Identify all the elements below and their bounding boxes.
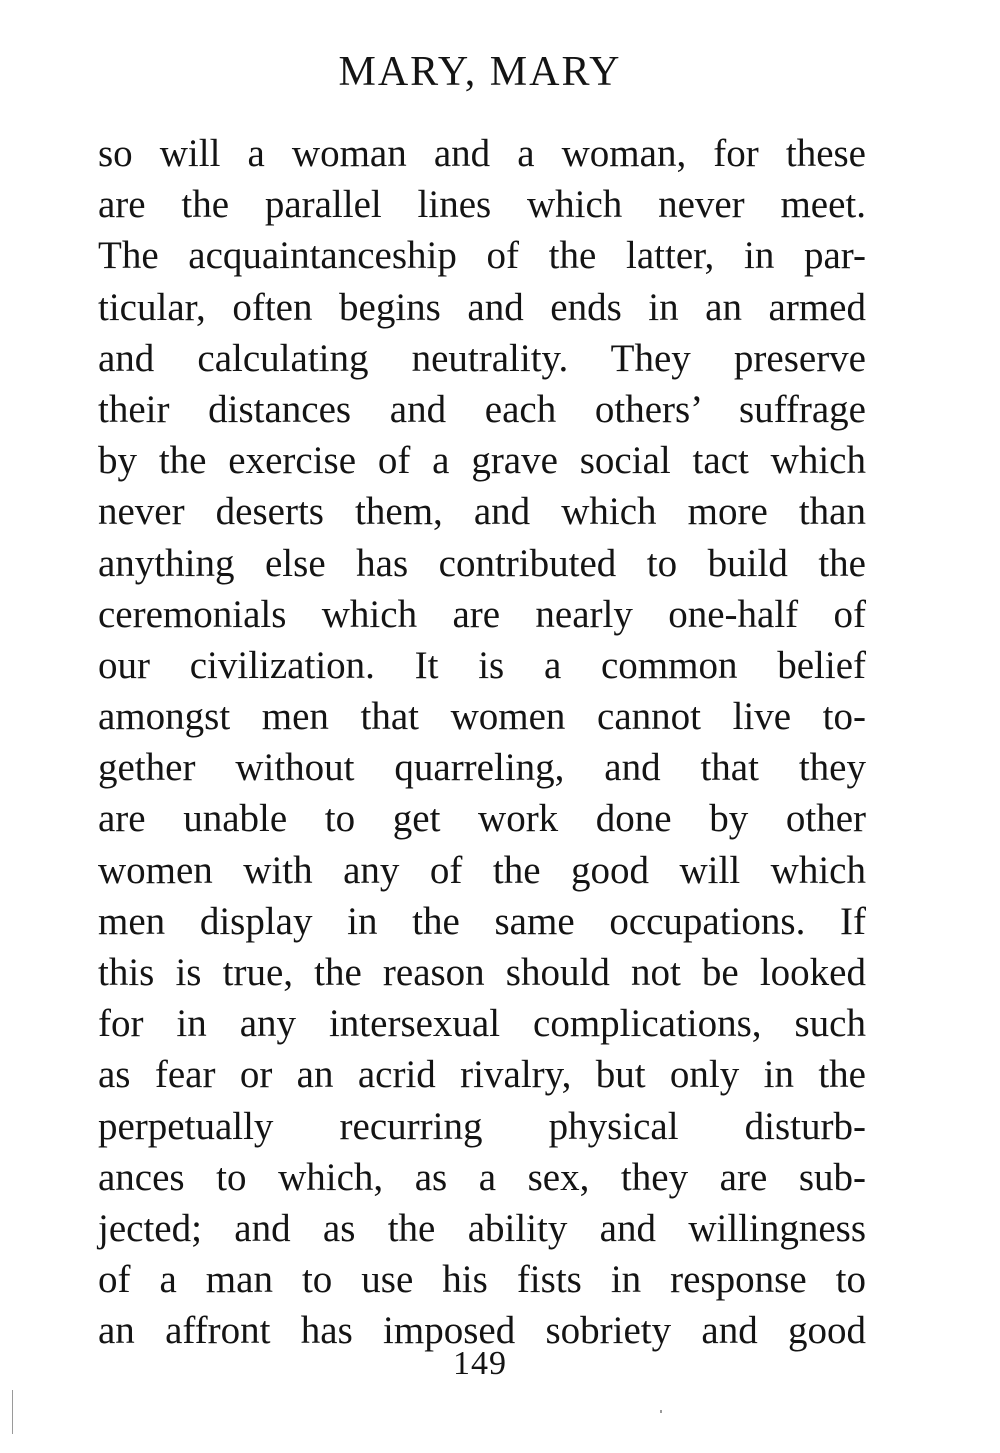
text-line-16: men display in the same occupations. If (98, 899, 866, 943)
text-line-12: amongst men that women cannot live to- (98, 695, 866, 739)
scan-speck (12, 1390, 13, 1434)
text-line-8: never deserts them, and which more than (98, 490, 866, 534)
scan-speck (660, 1410, 662, 1413)
text-line-20: perpetually recurring physical disturb- (98, 1104, 866, 1148)
text-line-10: ceremonials which are nearly one-half of (98, 592, 866, 636)
text-line-15: women with any of the good will which (98, 848, 866, 892)
text-line-23: of a man to use his fists in response to (98, 1258, 866, 1302)
text-line-4: ticular, often begins and ends in an armed (98, 285, 866, 329)
text-line-2: are the parallel lines which never meet. (98, 183, 866, 227)
text-line-7: by the exercise of a grave social tact which (98, 439, 866, 483)
text-line-1: so will a woman and a woman, for these (98, 132, 866, 175)
text-line-18: for in any intersexual complications, such (98, 1002, 866, 1046)
text-line-13: gether without quarreling, and that they (98, 746, 866, 790)
running-title: MARY, MARY (338, 49, 622, 95)
body-text (98, 128, 866, 1357)
text-line-5: and calculating neutrality. They preserve (98, 336, 866, 380)
text-line-19: as fear or an acrid rivalry, but only in the (98, 1053, 866, 1097)
text-line-11: our civilization. It is a common belief (98, 643, 866, 687)
text-line-17: this is true, the reason should not be looked (98, 951, 866, 994)
text-line-6: their distances and each others’ suffrage (98, 387, 866, 431)
text-line-9: anything else has contributed to build the (98, 541, 866, 585)
page-number: 149 (453, 1345, 507, 1382)
text-line-21: ances to which, as a sex, they are sub- (98, 1155, 866, 1199)
text-line-24: an affront has imposed sobriety and good (98, 1309, 866, 1353)
text-line-14: are unable to get work done by other (98, 797, 866, 841)
text-line-3: The acquaintanceship of the latter, in par- (98, 234, 866, 278)
text-line-22: jected; and as the ability and willingness (98, 1206, 866, 1250)
